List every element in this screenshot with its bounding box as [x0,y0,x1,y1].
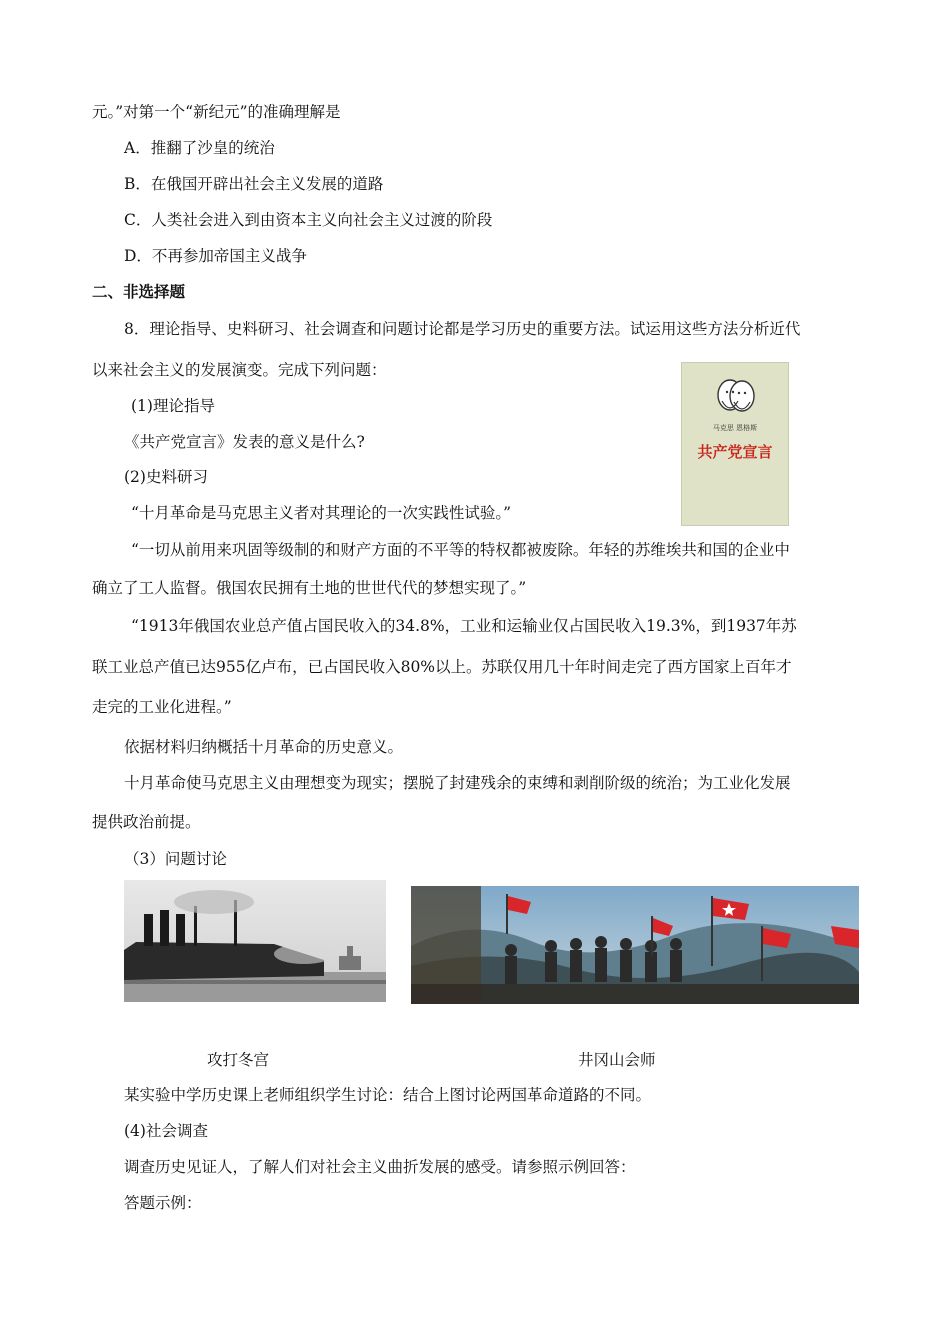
material-2-line2: 确立了工人监督。俄国农民拥有土地的世世代代的梦想实现了。” [92,579,527,597]
caption-winter-palace: 攻打冬宫 [207,1051,270,1069]
material-3-line1: “1913年俄国农业总产值占国民收入的34.8%，工业和运输业仅占国民收入19.3%，到1937年苏 [131,617,797,635]
part4-question: 调查历史见证人，了解人们对社会主义曲折发展的感受。请参照示例回答： [124,1158,636,1176]
option-a: A．推翻了沙皇的统治 [124,139,275,157]
book-authors: 马克思 恩格斯 [712,424,758,432]
option-d: D．不再参加帝国主义战争 [124,247,307,265]
section-heading: 二、非选择题 [92,283,186,301]
caption-jinggangshan: 井冈山会师 [578,1051,656,1069]
part2-question: 依据材料归纳概括十月革命的历史意义。 [124,738,404,756]
part1-heading: (1)理论指导 [131,397,215,415]
part3-heading: （3）问题讨论 [124,850,227,868]
part3-question: 某实验中学历史课上老师组织学生讨论：结合上图讨论两国革命道路的不同。 [124,1086,652,1104]
winter-palace-photo [124,880,386,1002]
question-stem-end: 元。”对第一个“新纪元”的准确理解是 [92,103,341,121]
answer-example-label: 答题示例： [124,1194,202,1212]
q8-intro-line2: 以来社会主义的发展演变。完成下列问题： [92,361,387,379]
material-2-line1: “一切从前用来巩固等级制的和财产方面的不平等的特权都被废除。年轻的苏维埃共和国的企业中 [131,541,790,559]
q8-intro-line1: 8．理论指导、史料研习、社会调查和问题讨论都是学习历史的重要方法。试运用这些方法分析近代 [124,320,801,338]
material-1: “十月革命是马克思主义者对其理论的一次实践性试验。” [131,504,512,522]
option-b: B．在俄国开辟出社会主义发展的道路 [124,175,384,193]
option-c: C．人类社会进入到由资本主义向社会主义过渡的阶段 [124,211,493,229]
marx-engels-portrait-icon [712,375,760,417]
book-title: 共产党宣言 [697,443,773,461]
jinggangshan-photo [411,886,859,1004]
answer-line2: 提供政治前提。 [92,813,201,831]
material-3-line2: 联工业总产值已达955亿卢布，已占国民收入80%以上。苏联仅用几十年时间走完了西方国家上百年才 [92,658,792,676]
answer-line1: 十月革命使马克思主义由理想变为现实；摆脱了封建残余的束缚和剥削阶级的统治；为工业化发展 [124,774,791,792]
part4-heading: (4)社会调查 [124,1122,208,1140]
part2-heading: (2)史料研习 [124,468,208,486]
part1-question: 《共产党宣言》发表的意义是什么? [124,433,365,451]
communist-manifesto-cover [681,362,789,526]
material-3-line3: 走完的工业化进程。” [92,698,232,716]
